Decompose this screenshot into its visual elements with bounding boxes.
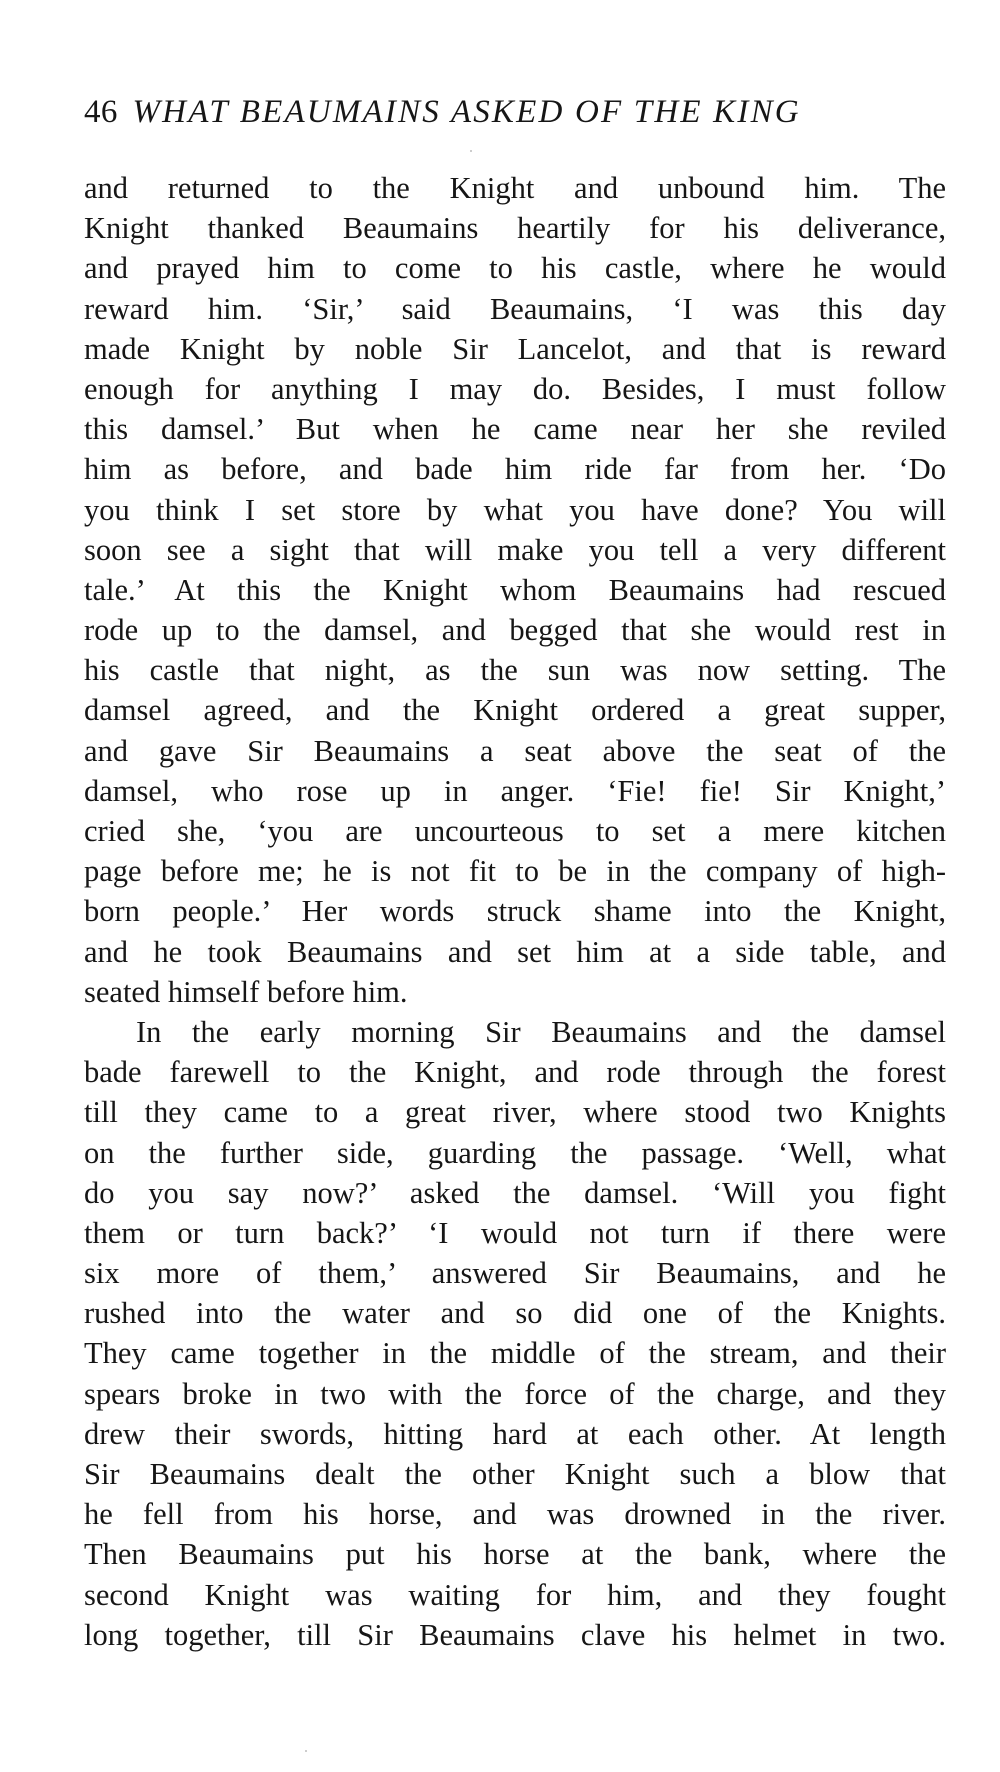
text-line: his castle that night, as the sun was now setting. The	[84, 653, 946, 688]
text-line: him as before, and bade him ride far from her. ‘Do	[84, 452, 946, 487]
text-line: and prayed him to come to his castle, where he would	[84, 251, 946, 286]
text-line: damsel, who rose up in anger. ‘Fie! fie! Sir Knight,’	[84, 773, 946, 808]
text-line: In the early morning Sir Beaumains and the damsel	[136, 1014, 946, 1049]
text-line: this damsel.’ But when he came near her she reviled	[84, 412, 946, 447]
text-line: long together, till Sir Beaumains clave his helmet in two.	[84, 1617, 946, 1652]
running-header	[84, 92, 946, 132]
text-line: made Knight by noble Sir Lancelot, and that is reward	[84, 331, 946, 366]
text-line: Then Beaumains put his horse at the bank, where the	[84, 1537, 946, 1572]
text-line: Sir Beaumains dealt the other Knight such a blow that	[84, 1457, 946, 1491]
text-line: seated himself before him.	[84, 974, 408, 1009]
text-line: and he took Beaumains and set him at a side table, and	[84, 934, 946, 969]
text-line: do you say now?’ asked the damsel. ‘Will you fight	[84, 1175, 946, 1210]
paragraph-2	[84, 1012, 946, 1655]
text-line: on the further side, guarding the passage. ‘Well, what	[84, 1135, 946, 1170]
text-line: spears broke in two with the force of the charge, and they	[84, 1376, 946, 1411]
paper-speck	[305, 1750, 307, 1752]
text-line: drew their swords, hitting hard at each other. At length	[84, 1416, 946, 1451]
text-line: you think I set store by what you have done? You will	[84, 492, 946, 527]
text-line: Knight thanked Beaumains heartily for his deliverance,	[84, 211, 946, 246]
text-line: and returned to the Knight and unbound him. The	[84, 171, 946, 205]
text-line: them or turn back?’ ‘I would not turn if there were	[84, 1215, 946, 1250]
paper-speck	[470, 150, 472, 152]
text-line: bade farewell to the Knight, and rode through the forest	[84, 1055, 946, 1090]
paragraph-1	[84, 168, 946, 1012]
text-line: cried she, ‘you are uncourteous to set a mere kitchen	[84, 814, 946, 848]
text-line: six more of them,’ answered Sir Beaumains, and he	[84, 1256, 946, 1291]
text-line: rode up to the damsel, and begged that she would rest in	[84, 613, 946, 648]
text-line: till they came to a great river, where stood two Knights	[84, 1095, 946, 1130]
text-line: second Knight was waiting for him, and they fought	[84, 1577, 946, 1612]
text-line: soon see a sight that will make you tell a very different	[84, 532, 946, 567]
text-line: They came together in the middle of the stream, and their	[84, 1336, 946, 1371]
text-line: page before me; he is not fit to be in the company of high-	[84, 854, 946, 889]
text-line: born people.’ Her words struck shame into the Knight,	[84, 894, 946, 929]
text-line: and gave Sir Beaumains a seat above the seat of the	[84, 733, 946, 768]
running-title: WHAT BEAUMAINS ASKED OF THE KING	[132, 94, 801, 130]
body-text	[84, 168, 946, 1655]
text-line: damsel agreed, and the Knight ordered a great supper,	[84, 693, 946, 728]
text-line: tale.’ At this the Knight whom Beaumains had rescued	[84, 572, 946, 607]
text-line: reward him. ‘Sir,’ said Beaumains, ‘I was this day	[84, 291, 946, 326]
text-line: rushed into the water and so did one of the Knights.	[84, 1296, 946, 1331]
text-line: enough for anything I may do. Besides, I must follow	[84, 371, 946, 406]
page-number: 46	[84, 94, 118, 130]
text-line: he fell from his horse, and was drowned in the river.	[84, 1497, 946, 1532]
